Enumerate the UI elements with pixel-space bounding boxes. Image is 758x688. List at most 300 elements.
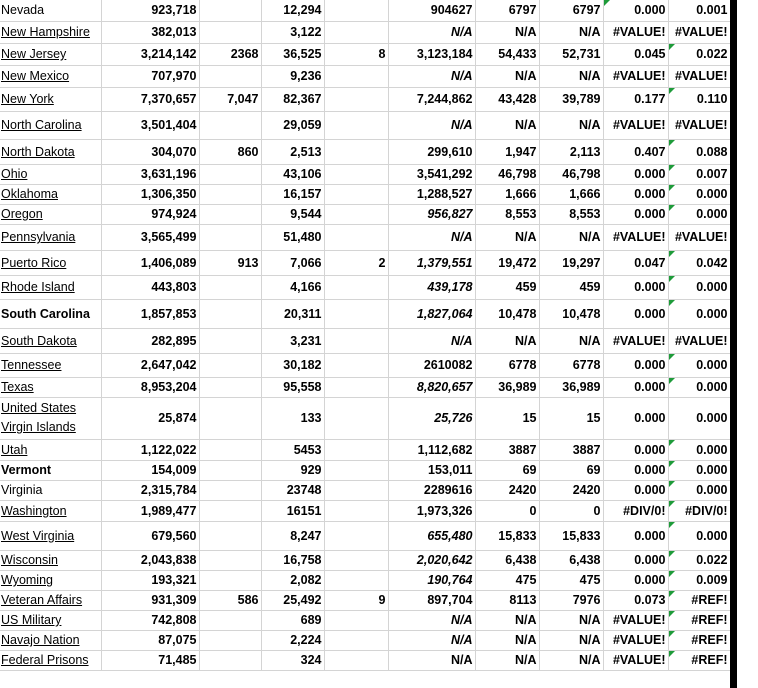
ratio-b-cell[interactable]	[668, 65, 730, 87]
ratio-a-cell[interactable]	[603, 650, 668, 670]
population-cell[interactable]	[101, 0, 199, 21]
count-a-cell[interactable]	[475, 460, 539, 480]
state-label[interactable]: Wisconsin	[1, 553, 58, 567]
population-cell[interactable]	[101, 65, 199, 87]
ratio-a-cell[interactable]	[603, 439, 668, 460]
count-a-cell[interactable]	[475, 43, 539, 65]
state-label[interactable]: South Dakota	[1, 333, 77, 348]
state-cell[interactable]	[0, 353, 101, 377]
count-a-cell[interactable]	[475, 590, 539, 610]
population-cell[interactable]	[101, 224, 199, 250]
table-row[interactable]	[0, 377, 730, 397]
cases-cell[interactable]	[199, 250, 261, 275]
count-a-cell[interactable]	[475, 87, 539, 111]
table-row[interactable]	[0, 299, 730, 328]
deaths-cell[interactable]	[324, 43, 388, 65]
count-a-cell[interactable]	[475, 397, 539, 439]
count-a-cell[interactable]	[475, 610, 539, 630]
state-label[interactable]: Pennsylvania	[1, 230, 76, 244]
count-a-cell[interactable]	[475, 21, 539, 43]
cases-cell[interactable]	[199, 570, 261, 590]
count-a-cell[interactable]	[475, 500, 539, 521]
adjusted-cell[interactable]	[388, 139, 475, 164]
table-row[interactable]	[0, 43, 730, 65]
ratio-a-cell[interactable]	[603, 184, 668, 204]
adjusted-cell[interactable]	[388, 43, 475, 65]
deaths-cell[interactable]	[324, 328, 388, 353]
ratio-a-cell[interactable]	[603, 111, 668, 139]
tests-cell[interactable]	[261, 184, 324, 204]
ratio-b-cell[interactable]	[668, 521, 730, 550]
deaths-cell[interactable]	[324, 204, 388, 224]
count-b-cell[interactable]	[539, 139, 603, 164]
ratio-b-cell[interactable]	[668, 164, 730, 184]
tests-cell[interactable]	[261, 590, 324, 610]
tests-cell[interactable]	[261, 224, 324, 250]
tests-cell[interactable]	[261, 275, 324, 299]
ratio-b-cell[interactable]	[668, 275, 730, 299]
deaths-cell[interactable]	[324, 610, 388, 630]
tests-cell[interactable]	[261, 111, 324, 139]
tests-cell[interactable]	[261, 460, 324, 480]
deaths-cell[interactable]	[324, 65, 388, 87]
state-cell[interactable]	[0, 87, 101, 111]
state-cell[interactable]	[0, 377, 101, 397]
population-cell[interactable]	[101, 610, 199, 630]
count-b-cell[interactable]	[539, 299, 603, 328]
state-label[interactable]: Washington	[1, 503, 67, 518]
deaths-cell[interactable]	[324, 377, 388, 397]
count-a-cell[interactable]	[475, 439, 539, 460]
state-label[interactable]: New Hampshire	[1, 25, 90, 39]
population-cell[interactable]	[101, 139, 199, 164]
tests-cell[interactable]	[261, 610, 324, 630]
cases-cell[interactable]	[199, 0, 261, 21]
population-cell[interactable]	[101, 570, 199, 590]
count-a-cell[interactable]	[475, 353, 539, 377]
tests-cell[interactable]	[261, 521, 324, 550]
deaths-cell[interactable]	[324, 590, 388, 610]
ratio-b-cell[interactable]	[668, 0, 730, 21]
ratio-b-cell[interactable]	[668, 397, 730, 439]
ratio-a-cell[interactable]	[603, 328, 668, 353]
adjusted-cell[interactable]	[388, 460, 475, 480]
state-label[interactable]: West Virginia	[1, 528, 75, 543]
deaths-cell[interactable]	[324, 521, 388, 550]
population-cell[interactable]	[101, 87, 199, 111]
ratio-a-cell[interactable]	[603, 480, 668, 500]
deaths-cell[interactable]	[324, 460, 388, 480]
adjusted-cell[interactable]	[388, 590, 475, 610]
tests-cell[interactable]	[261, 87, 324, 111]
ratio-b-cell[interactable]	[668, 21, 730, 43]
ratio-a-cell[interactable]	[603, 275, 668, 299]
state-cell[interactable]	[0, 590, 101, 610]
adjusted-cell[interactable]	[388, 65, 475, 87]
table-row[interactable]	[0, 480, 730, 500]
table-row[interactable]	[0, 353, 730, 377]
state-label[interactable]: Ohio	[1, 167, 28, 181]
count-b-cell[interactable]	[539, 87, 603, 111]
population-cell[interactable]	[101, 397, 199, 439]
deaths-cell[interactable]	[324, 275, 388, 299]
cases-cell[interactable]	[199, 43, 261, 65]
count-b-cell[interactable]	[539, 550, 603, 570]
count-a-cell[interactable]	[475, 521, 539, 550]
adjusted-cell[interactable]	[388, 184, 475, 204]
count-b-cell[interactable]	[539, 204, 603, 224]
count-b-cell[interactable]	[539, 650, 603, 670]
count-a-cell[interactable]	[475, 0, 539, 21]
deaths-cell[interactable]	[324, 480, 388, 500]
count-b-cell[interactable]	[539, 43, 603, 65]
cases-cell[interactable]	[199, 480, 261, 500]
ratio-b-cell[interactable]	[668, 328, 730, 353]
ratio-a-cell[interactable]	[603, 0, 668, 21]
state-cell[interactable]	[0, 480, 101, 500]
adjusted-cell[interactable]	[388, 353, 475, 377]
ratio-a-cell[interactable]	[603, 500, 668, 521]
ratio-a-cell[interactable]	[603, 164, 668, 184]
count-b-cell[interactable]	[539, 65, 603, 87]
table-row[interactable]	[0, 111, 730, 139]
state-cell[interactable]	[0, 250, 101, 275]
state-cell[interactable]	[0, 610, 101, 630]
adjusted-cell[interactable]	[388, 397, 475, 439]
ratio-b-cell[interactable]	[668, 570, 730, 590]
ratio-b-cell[interactable]	[668, 500, 730, 521]
deaths-cell[interactable]	[324, 500, 388, 521]
state-cell[interactable]	[0, 328, 101, 353]
cases-cell[interactable]	[199, 87, 261, 111]
ratio-b-cell[interactable]	[668, 377, 730, 397]
ratio-a-cell[interactable]	[603, 590, 668, 610]
population-cell[interactable]	[101, 460, 199, 480]
ratio-b-cell[interactable]	[668, 204, 730, 224]
table-row[interactable]	[0, 590, 730, 610]
ratio-a-cell[interactable]	[603, 43, 668, 65]
cases-cell[interactable]	[199, 328, 261, 353]
adjusted-cell[interactable]	[388, 87, 475, 111]
ratio-a-cell[interactable]	[603, 460, 668, 480]
adjusted-cell[interactable]	[388, 570, 475, 590]
deaths-cell[interactable]	[324, 184, 388, 204]
tests-cell[interactable]	[261, 353, 324, 377]
count-a-cell[interactable]	[475, 570, 539, 590]
count-b-cell[interactable]	[539, 610, 603, 630]
tests-cell[interactable]	[261, 550, 324, 570]
count-b-cell[interactable]	[539, 21, 603, 43]
adjusted-cell[interactable]	[388, 521, 475, 550]
state-cell[interactable]	[0, 439, 101, 460]
state-cell[interactable]	[0, 43, 101, 65]
table-row[interactable]	[0, 570, 730, 590]
state-label[interactable]: North Carolina	[1, 118, 82, 132]
count-b-cell[interactable]	[539, 439, 603, 460]
state-label[interactable]: Rhode Island	[1, 280, 75, 294]
adjusted-cell[interactable]	[388, 377, 475, 397]
ratio-a-cell[interactable]	[603, 224, 668, 250]
count-b-cell[interactable]	[539, 275, 603, 299]
ratio-b-cell[interactable]	[668, 139, 730, 164]
count-a-cell[interactable]	[475, 111, 539, 139]
cases-cell[interactable]	[199, 275, 261, 299]
count-a-cell[interactable]	[475, 224, 539, 250]
state-cell[interactable]	[0, 111, 101, 139]
deaths-cell[interactable]	[324, 250, 388, 275]
table-row[interactable]	[0, 550, 730, 570]
deaths-cell[interactable]	[324, 139, 388, 164]
population-cell[interactable]	[101, 500, 199, 521]
count-b-cell[interactable]	[539, 164, 603, 184]
table-row[interactable]	[0, 164, 730, 184]
deaths-cell[interactable]	[324, 650, 388, 670]
cases-cell[interactable]	[199, 111, 261, 139]
count-a-cell[interactable]	[475, 250, 539, 275]
adjusted-cell[interactable]	[388, 550, 475, 570]
state-label[interactable]: United States Virgin Islands	[1, 401, 77, 434]
tests-cell[interactable]	[261, 43, 324, 65]
cases-cell[interactable]	[199, 500, 261, 521]
ratio-b-cell[interactable]	[668, 650, 730, 670]
cases-cell[interactable]	[199, 139, 261, 164]
tests-cell[interactable]	[261, 397, 324, 439]
population-cell[interactable]	[101, 377, 199, 397]
count-a-cell[interactable]	[475, 377, 539, 397]
ratio-a-cell[interactable]	[603, 299, 668, 328]
count-a-cell[interactable]	[475, 164, 539, 184]
population-cell[interactable]	[101, 275, 199, 299]
count-a-cell[interactable]	[475, 550, 539, 570]
adjusted-cell[interactable]	[388, 500, 475, 521]
state-label[interactable]: North Dakota	[1, 144, 75, 159]
adjusted-cell[interactable]	[388, 650, 475, 670]
state-cell[interactable]	[0, 570, 101, 590]
count-b-cell[interactable]	[539, 184, 603, 204]
state-cell[interactable]	[0, 521, 101, 550]
state-label[interactable]: Oregon	[1, 207, 43, 221]
tests-cell[interactable]	[261, 630, 324, 650]
cases-cell[interactable]	[199, 353, 261, 377]
state-label[interactable]: Oklahoma	[1, 187, 58, 201]
ratio-a-cell[interactable]	[603, 21, 668, 43]
state-cell[interactable]	[0, 650, 101, 670]
cases-cell[interactable]	[199, 397, 261, 439]
ratio-b-cell[interactable]	[668, 111, 730, 139]
population-cell[interactable]	[101, 43, 199, 65]
cases-cell[interactable]	[199, 204, 261, 224]
population-cell[interactable]	[101, 164, 199, 184]
cases-cell[interactable]	[199, 550, 261, 570]
adjusted-cell[interactable]	[388, 250, 475, 275]
tests-cell[interactable]	[261, 328, 324, 353]
cases-cell[interactable]	[199, 521, 261, 550]
adjusted-cell[interactable]	[388, 630, 475, 650]
ratio-b-cell[interactable]	[668, 43, 730, 65]
cases-cell[interactable]	[199, 460, 261, 480]
deaths-cell[interactable]	[324, 570, 388, 590]
table-row[interactable]	[0, 521, 730, 550]
tests-cell[interactable]	[261, 650, 324, 670]
adjusted-cell[interactable]	[388, 21, 475, 43]
table-row[interactable]	[0, 328, 730, 353]
tests-cell[interactable]	[261, 250, 324, 275]
count-a-cell[interactable]	[475, 650, 539, 670]
cases-cell[interactable]	[199, 439, 261, 460]
count-b-cell[interactable]	[539, 521, 603, 550]
count-b-cell[interactable]	[539, 353, 603, 377]
ratio-a-cell[interactable]	[603, 65, 668, 87]
ratio-a-cell[interactable]	[603, 550, 668, 570]
table-row[interactable]	[0, 650, 730, 670]
count-b-cell[interactable]	[539, 224, 603, 250]
state-cell[interactable]	[0, 184, 101, 204]
ratio-b-cell[interactable]	[668, 460, 730, 480]
tests-cell[interactable]	[261, 439, 324, 460]
ratio-a-cell[interactable]	[603, 250, 668, 275]
population-cell[interactable]	[101, 111, 199, 139]
count-a-cell[interactable]	[475, 204, 539, 224]
state-cell[interactable]	[0, 164, 101, 184]
state-cell[interactable]	[0, 550, 101, 570]
state-cell[interactable]	[0, 0, 101, 21]
population-cell[interactable]	[101, 521, 199, 550]
cases-cell[interactable]	[199, 590, 261, 610]
ratio-b-cell[interactable]	[668, 224, 730, 250]
table-row[interactable]	[0, 460, 730, 480]
count-b-cell[interactable]	[539, 250, 603, 275]
count-b-cell[interactable]	[539, 377, 603, 397]
state-label[interactable]: Wyoming	[1, 573, 53, 587]
table-row[interactable]	[0, 610, 730, 630]
tests-cell[interactable]	[261, 65, 324, 87]
count-a-cell[interactable]	[475, 328, 539, 353]
state-label[interactable]: Puerto Rico	[1, 255, 67, 270]
count-b-cell[interactable]	[539, 0, 603, 21]
deaths-cell[interactable]	[324, 164, 388, 184]
cases-cell[interactable]	[199, 299, 261, 328]
state-label[interactable]: Tennessee	[1, 358, 62, 372]
ratio-a-cell[interactable]	[603, 353, 668, 377]
count-b-cell[interactable]	[539, 500, 603, 521]
count-b-cell[interactable]	[539, 590, 603, 610]
adjusted-cell[interactable]	[388, 224, 475, 250]
state-cell[interactable]	[0, 204, 101, 224]
adjusted-cell[interactable]	[388, 204, 475, 224]
deaths-cell[interactable]	[324, 353, 388, 377]
table-row[interactable]	[0, 184, 730, 204]
ratio-b-cell[interactable]	[668, 250, 730, 275]
state-cell[interactable]	[0, 275, 101, 299]
ratio-a-cell[interactable]	[603, 397, 668, 439]
cases-cell[interactable]	[199, 65, 261, 87]
tests-cell[interactable]	[261, 0, 324, 21]
count-b-cell[interactable]	[539, 630, 603, 650]
count-a-cell[interactable]	[475, 275, 539, 299]
tests-cell[interactable]	[261, 139, 324, 164]
deaths-cell[interactable]	[324, 0, 388, 21]
count-b-cell[interactable]	[539, 460, 603, 480]
adjusted-cell[interactable]	[388, 439, 475, 460]
ratio-a-cell[interactable]	[603, 610, 668, 630]
cases-cell[interactable]	[199, 610, 261, 630]
population-cell[interactable]	[101, 480, 199, 500]
table-row[interactable]	[0, 397, 730, 439]
ratio-a-cell[interactable]	[603, 570, 668, 590]
state-cell[interactable]	[0, 139, 101, 164]
state-label[interactable]: Utah	[1, 442, 28, 457]
deaths-cell[interactable]	[324, 397, 388, 439]
count-b-cell[interactable]	[539, 111, 603, 139]
ratio-b-cell[interactable]	[668, 353, 730, 377]
tests-cell[interactable]	[261, 204, 324, 224]
deaths-cell[interactable]	[324, 439, 388, 460]
ratio-a-cell[interactable]	[603, 139, 668, 164]
table-row[interactable]	[0, 204, 730, 224]
count-b-cell[interactable]	[539, 480, 603, 500]
population-cell[interactable]	[101, 204, 199, 224]
count-a-cell[interactable]	[475, 630, 539, 650]
count-b-cell[interactable]	[539, 328, 603, 353]
state-label[interactable]: Veteran Affairs	[1, 593, 83, 607]
state-label[interactable]: Texas	[1, 380, 34, 394]
population-cell[interactable]	[101, 21, 199, 43]
state-label[interactable]: New Mexico	[1, 69, 70, 83]
cases-cell[interactable]	[199, 224, 261, 250]
table-row[interactable]	[0, 630, 730, 650]
table-row[interactable]	[0, 0, 730, 21]
state-label[interactable]: Navajo Nation	[1, 633, 80, 647]
tests-cell[interactable]	[261, 377, 324, 397]
ratio-b-cell[interactable]	[668, 590, 730, 610]
population-cell[interactable]	[101, 590, 199, 610]
deaths-cell[interactable]	[324, 550, 388, 570]
ratio-a-cell[interactable]	[603, 204, 668, 224]
deaths-cell[interactable]	[324, 111, 388, 139]
adjusted-cell[interactable]	[388, 299, 475, 328]
population-cell[interactable]	[101, 299, 199, 328]
table-row[interactable]	[0, 139, 730, 164]
tests-cell[interactable]	[261, 299, 324, 328]
count-b-cell[interactable]	[539, 397, 603, 439]
adjusted-cell[interactable]	[388, 0, 475, 21]
ratio-b-cell[interactable]	[668, 630, 730, 650]
tests-cell[interactable]	[261, 21, 324, 43]
ratio-a-cell[interactable]	[603, 630, 668, 650]
state-cell[interactable]	[0, 224, 101, 250]
population-cell[interactable]	[101, 550, 199, 570]
cases-cell[interactable]	[199, 650, 261, 670]
tests-cell[interactable]	[261, 480, 324, 500]
population-cell[interactable]	[101, 630, 199, 650]
table-row[interactable]	[0, 275, 730, 299]
cases-cell[interactable]	[199, 630, 261, 650]
ratio-b-cell[interactable]	[668, 184, 730, 204]
deaths-cell[interactable]	[324, 224, 388, 250]
count-a-cell[interactable]	[475, 299, 539, 328]
cases-cell[interactable]	[199, 184, 261, 204]
state-cell[interactable]	[0, 460, 101, 480]
state-label[interactable]: New Jersey	[1, 47, 67, 61]
cases-cell[interactable]	[199, 377, 261, 397]
ratio-a-cell[interactable]	[603, 521, 668, 550]
state-cell[interactable]	[0, 397, 101, 439]
population-cell[interactable]	[101, 250, 199, 275]
table-row[interactable]	[0, 500, 730, 521]
adjusted-cell[interactable]	[388, 328, 475, 353]
state-cell[interactable]	[0, 299, 101, 328]
state-label[interactable]: New York	[1, 92, 54, 106]
